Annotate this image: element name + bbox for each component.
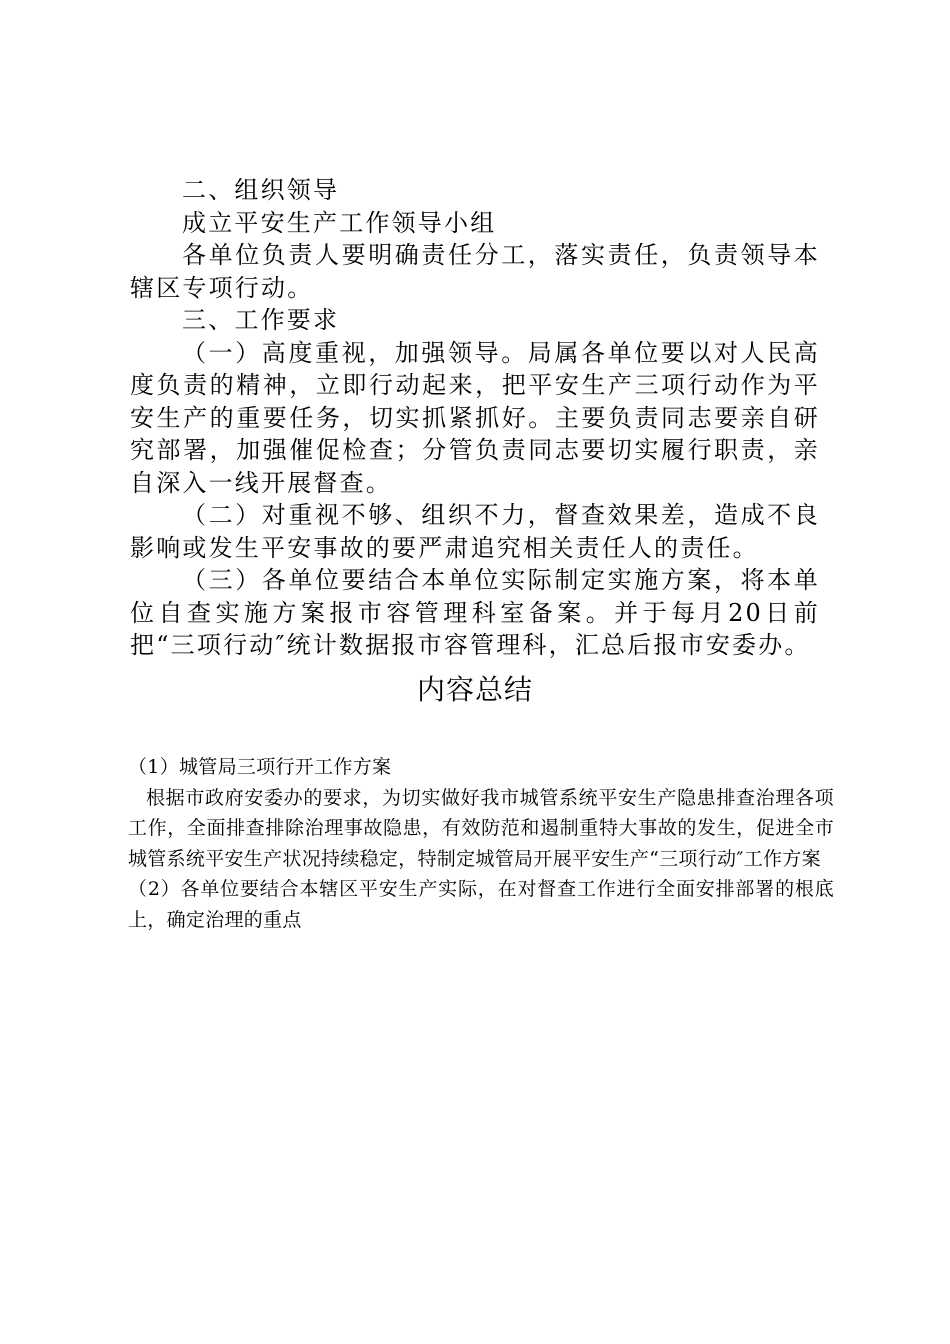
requirement-three-paragraph: （三）各单位要结合本单位实际制定实施方案，将本单位自查实施方案报市容管理科室备案。并于每月20日前把“三项行动″统计数据报市容管理科，汇总后报市安委办。 bbox=[130, 566, 820, 659]
section-three-heading: 三、工作要求 bbox=[182, 306, 340, 334]
summary-item-one-heading: （1）城管局三项行开工作方案 bbox=[128, 756, 392, 778]
document-body bbox=[130, 174, 820, 662]
requirement-two-paragraph: （二）对重视不够、组织不力，督查效果差，造成不良影响或发生平安事故的要严肃追究相关责任人的责任。 bbox=[130, 501, 820, 562]
requirement-one-paragraph: （一）高度重视，加强领导。局属各单位要以对人民高度负责的精神，立即行动起来，把平安生产三项行动作为平安生产的重要任务，切实抓紧抓好。主要负责同志要亲自研究部署，加强催促检查；分管负责同志要切实履行职责，亲自深入一线开展督查。 bbox=[130, 338, 820, 497]
section-two-subheading: 成立平安生产工作领导小组 bbox=[182, 208, 497, 237]
section-two-paragraph: 各单位负责人要明确责任分工，落实责任，负责领导本辖区专项行动。 bbox=[130, 241, 820, 302]
summary-title: 内容总结 bbox=[416, 673, 533, 706]
summary-item-two-paragraph: （2）各单位要结合本辖区平安生产实际，在对督查工作进行全面安排部署的根底上，确定治理的重点 bbox=[128, 878, 834, 931]
summary-item-one-paragraph: 根据市政府安委办的要求，为切实做好我市城管系统平安生产隐患排查治理各项工作，全面排查排除治理事故隐患，有效防范和遏制重特大事故的发生，促进全市城管系统平安生产状况持续稳定，特制定城管局开展平安生产“三项行动″工作方案 bbox=[128, 786, 834, 870]
section-two-heading: 二、组织领导 bbox=[182, 176, 340, 204]
summary-section bbox=[128, 752, 834, 935]
